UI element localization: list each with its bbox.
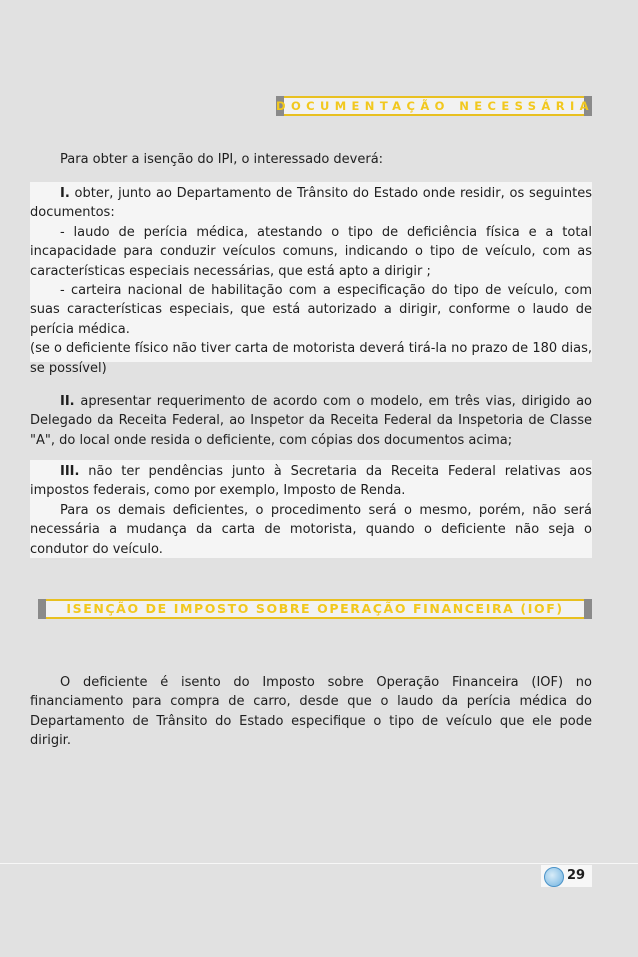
page-number-badge: [541, 865, 592, 887]
iof-paragraph: O deficiente é isento do Imposto sobre Operação Financeira (IOF) no financiamento para compra de carro, desde que o laudo da perícia médica do Departamento de Trânsito do Estado especifique o tipo de veículo que ele pode dirigir.: [30, 675, 592, 749]
item-3-block: III. não ter pendências junto à Secretaria da Receita Federal relativas aos impostos federais, como por exemplo, Imposto de Renda. Para os demais deficientes, o procedimento será o mesmo, porém, não será necessária a mudança da carta de motorista, quando o deficiente não seja o condutor do veículo.: [30, 460, 592, 558]
footer-divider: [0, 863, 638, 864]
globe-logo-icon: [544, 867, 564, 887]
item-label: II.: [60, 394, 75, 409]
sub-item-laudo: - laudo de perícia médica, atestando o tipo de deficiência física e a total incapacidade para conduzir veículos comuns, indicando o tipo de veículo, com as características especiais necessárias, que está apto a dirigir ;: [30, 224, 592, 279]
item-label: III.: [60, 464, 80, 479]
page-number: 29: [567, 868, 586, 883]
section-title: ISENÇÃO DE IMPOSTO SOBRE OPERAÇÃO FINANCEIRA (IOF): [66, 601, 564, 616]
section-header-documentacao: [276, 96, 592, 116]
item-1-block: I. obter, junto ao Departamento de Trânsito do Estado onde residir, os seguintes documentos: - laudo de perícia médica, atestando o tipo de deficiência física e a total incapacidade para conduzir veículos comuns, indicando o tipo de veículo, com as características especiais necessárias, que está apto a dirigir ; - carteira nacional de habilitação com a especificação do tipo de veículo, com suas características especiais, que está autorizado a dirigir, conforme o laudo de perícia médica. (se o deficiente físico não tiver carta de motorista deverá tirá-la no prazo de 180 dias, se possível): [30, 182, 592, 362]
item-2-block: II. apresentar requerimento de acordo com o modelo, em três vias, dirigido ao Delegado da Receita Federal, ao Inspetor da Receita Federal da Inspetoria de Classe "A", do local onde resida o deficiente, com cópias dos documentos acima;: [30, 394, 592, 448]
item-label: I.: [60, 186, 70, 201]
intro-paragraph: Para obter a isenção do IPI, o interessado deverá:: [60, 152, 384, 167]
sub-item-carteira: - carteira nacional de habilitação com a especificação do tipo de veículo, com suas características especiais, que está autorizado a dirigir, conforme o laudo de perícia médica.: [30, 283, 592, 337]
section-header-isencao-iof: [38, 599, 592, 619]
section-title: DOCUMENTAÇÃO NECESSÁRIA: [276, 99, 594, 113]
item-3-extra: Para os demais deficientes, o procedimento será o mesmo, porém, não será necessária a mudança da carta de motorista, quando o deficiente não seja o condutor do veículo.: [30, 502, 592, 557]
item-note: (se o deficiente físico não tiver carta de motorista deverá tirá-la no prazo de 180 dias, se possível): [30, 341, 592, 376]
